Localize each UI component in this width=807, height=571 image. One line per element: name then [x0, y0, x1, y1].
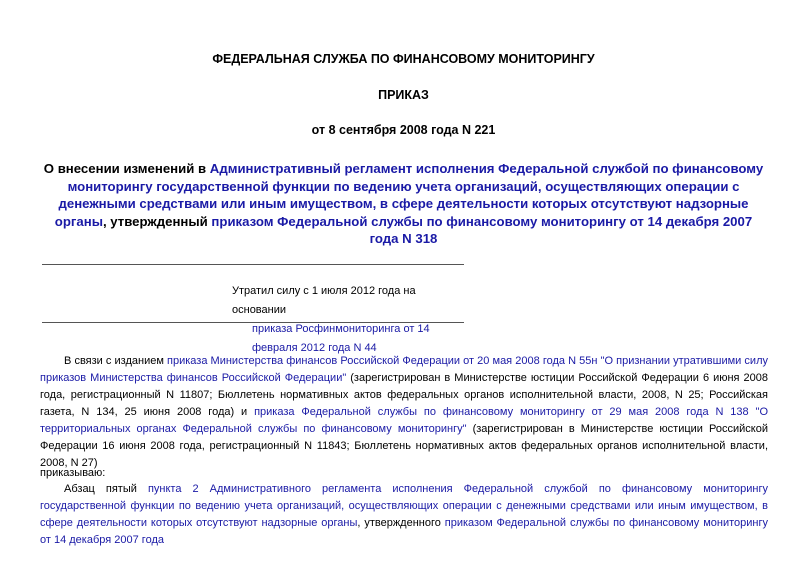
status-link[interactable]: приказа Росфинмониторинга от 14 февраля 2012 года N 44 — [252, 323, 430, 354]
title-middle: , утвержденный — [102, 213, 212, 229]
p3-text-1: Абзац пятый — [64, 483, 148, 495]
status-note — [42, 282, 464, 358]
clause-paragraph — [40, 481, 768, 549]
order-word: приказываю: — [40, 467, 106, 479]
status-divider-top — [42, 264, 464, 265]
title-link-regulation[interactable]: Административный регламент исполнения Федеральной службой по финансовому мониторингу государственной функции по ведению учета организаций, осуществляющих операции с денежными средствами или иным имуществом, в сфере деятельности которых отсутствуют надзорные органы — [54, 161, 764, 229]
document-title — [40, 160, 767, 248]
preamble-paragraph — [40, 353, 768, 472]
p1-text-3: (зарегистрирован в Министерстве юстиции Российской Федерации 16 июня 2008 года, регистрационный N 11843; Бюллетень нормативных актов федеральных органов исполнительной власти, 2008, N 27) — [40, 423, 768, 469]
status-divider-bottom — [42, 322, 464, 323]
p1-text-1: В связи с изданием — [64, 355, 168, 367]
p3-text-2: , утвержденного — [357, 517, 445, 529]
title-link-order[interactable]: приказом Федеральной службы по финансовому мониторингу от 14 декабря 2007 года N 318 — [211, 213, 753, 246]
p1-link-rosfin-order[interactable]: приказа Федеральной службы по финансовому мониторингу от 29 мая 2008 года N 138 "О территориальных органах Федеральной службы по финансовому мониторингу" — [40, 406, 768, 435]
p1-link-minfin-order[interactable]: приказа Министерства финансов Российской Федерации от 20 мая 2008 года N 55н "О признании утратившими силу приказов Министерства финансов Российской Федерации" — [40, 355, 768, 384]
p3-link-order[interactable]: приказом Федеральной службы по финансовому мониторингу от 14 декабря 2007 года — [40, 517, 768, 546]
organization-heading: ФЕДЕРАЛЬНАЯ СЛУЖБА ПО ФИНАНСОВОМУ МОНИТОРИНГУ — [212, 52, 595, 66]
p1-text-2: (зарегистрирован в Министерстве юстиции Российской Федерации 6 июня 2008 года, регистрационный N 11807; Бюллетень нормативных актов федеральных органов исполнительной власти, 2008, N 25; Российская газета, N 134, 25 июня 2008 года) и — [40, 372, 768, 418]
p3-link-clause[interactable]: пункта 2 Административного регламента исполнения Федеральной службой по финансовому мониторингу государственной функции по ведению учета организаций, осуществляющих операции с денежными средствами или иным имуществом, в сфере деятельности которых отсутствуют надзорные органы — [40, 483, 768, 529]
title-prefix: О внесении изменений в — [43, 161, 210, 176]
document-type-heading: ПРИКАЗ — [378, 88, 429, 102]
document-date-heading: от 8 сентября 2008 года N 221 — [311, 123, 496, 137]
status-line: Утратил силу с 1 июля 2012 года на основании — [232, 285, 416, 316]
